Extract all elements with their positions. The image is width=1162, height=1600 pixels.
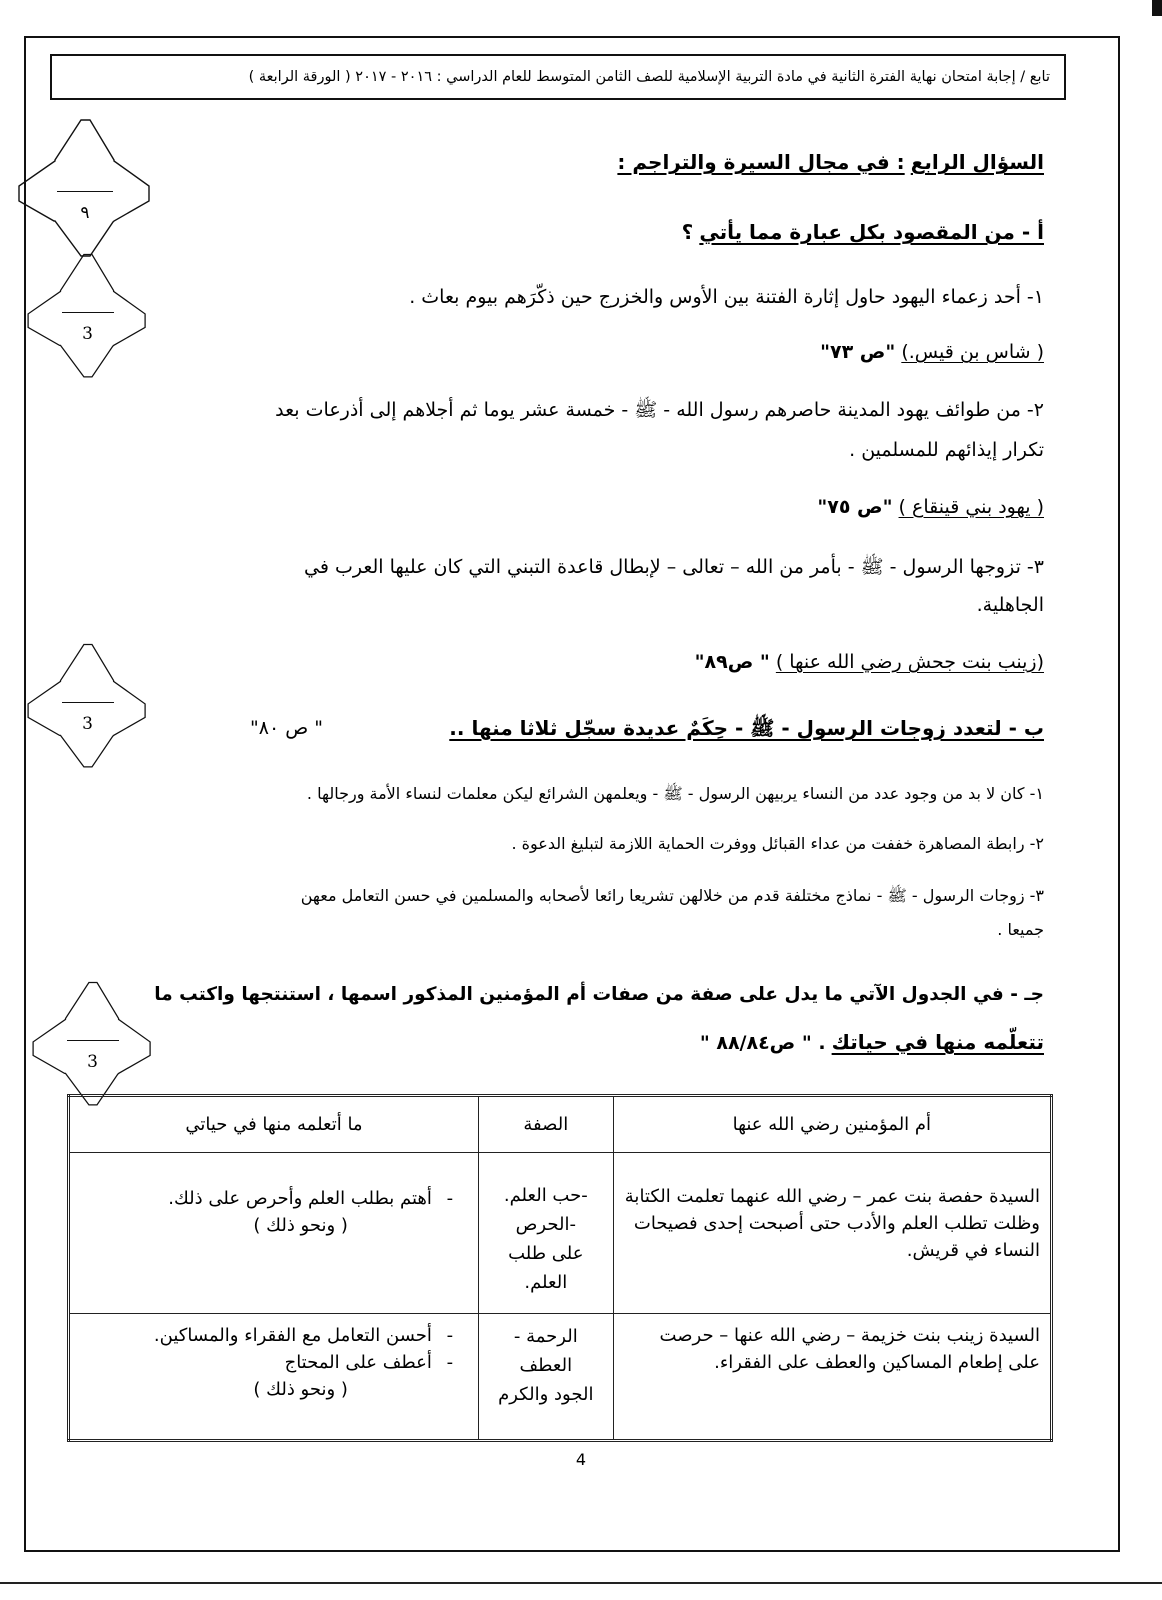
- eight-point-star-icon: [20, 250, 155, 385]
- score-star-part-c: [25, 978, 160, 1113]
- part-b-item-2: ٢- رابطة المصاهرة خففت من عداء القبائل ووفرت الحماية اللازمة لتبليغ الدعوة .: [511, 834, 1044, 853]
- trait-line: العطف: [519, 1355, 573, 1377]
- lesson-text: أهتم بطلب العلم وأحرص على ذلك.: [168, 1187, 432, 1209]
- part-a-heading: [682, 220, 1044, 245]
- score-star-part-a: [20, 250, 155, 385]
- lesson-text: أعطف على المحتاج: [284, 1352, 432, 1374]
- part-c-heading-line1: [154, 982, 1044, 1007]
- part-b-heading: [449, 716, 1044, 741]
- cell-traits: [478, 1152, 613, 1313]
- lesson-note: ( ونحو ذلك ): [253, 1214, 348, 1236]
- eight-point-star-icon: [20, 640, 155, 775]
- col-header-trait: الصفة: [478, 1096, 613, 1153]
- part-a-answer-3: [695, 650, 1044, 674]
- eight-point-star-icon: [10, 115, 160, 265]
- col-header-lesson: ما أتعلمه منها في حياتي: [69, 1096, 479, 1153]
- answer-text: ( يهود بني قينقاع ): [898, 496, 1044, 518]
- part-c-heading-line2: [700, 1030, 1044, 1055]
- cell-mother: السيدة زينب بنت خزيمة – رضي الله عنها – حرصت على إطعام المساكين والعطف على الفقراء.: [613, 1314, 1051, 1441]
- trait-line: الجود والكرم: [498, 1384, 594, 1406]
- header-text: تابع / إجابة امتحان نهاية الفترة الثانية في مادة التربية الإسلامية للصف الثامن المتوسط للعام الدراسي : ٢٠١٦ - ٢٠١٧ ( الورقة الرابعة ): [248, 69, 1050, 85]
- part-a-item-2-line1: ٢- من طوائف يهود المدينة حاصرهم رسول الله - ﷺ - خمسة عشر يوما ثم أجلاهم إلى أذرعات بعد: [275, 399, 1044, 421]
- part-b-ref: " ص ٨٠": [250, 717, 323, 739]
- question-title: [617, 150, 1044, 175]
- lesson-line: -أعطف على المحتاج: [284, 1352, 454, 1374]
- part-c-heading-text: جـ - في الجدول الآتي ما يدل على صفة من صفات أم المؤمنين المذكور اسمها ، استنتجها واكتب ما: [154, 984, 1044, 1005]
- page-number: 4: [575, 1450, 587, 1469]
- sifat-table: [67, 1094, 1053, 1442]
- part-b-item-3: ٣- زوجات الرسول - ﷺ - نماذج مختلفة قدم من خلالهن تشريعا رائعا لأصحابه والمسلمين في حسن التعامل معهن: [300, 886, 1044, 905]
- page-ref: "ص ٧٣": [820, 341, 896, 363]
- cell-lessons: [69, 1314, 479, 1441]
- corner-mark: [1152, 0, 1162, 16]
- score-total-value: ٩: [80, 203, 90, 223]
- page-ref: . " ص٨٨/٨٤ ": [699, 1032, 826, 1054]
- lesson-text: أحسن التعامل مع الفقراء والمساكين.: [153, 1325, 432, 1347]
- part-a-heading-text: أ - من المقصود بكل عبارة مما يأتي: [699, 220, 1044, 244]
- score-star-total: [10, 115, 160, 265]
- trait-line: العلم.: [524, 1271, 568, 1293]
- header-box: [50, 54, 1066, 100]
- part-a-item-2-line2: تكرار إيذائهم للمسلمين .: [849, 439, 1044, 461]
- trait-line: -حب العلم.: [503, 1184, 588, 1206]
- part-b-item-3-cont: جميعا .: [997, 920, 1044, 939]
- trait-line: الرحمة -: [513, 1326, 578, 1348]
- part-b-heading-text: ب - لتعدد زوجات الرسول - ﷺ - حِكَمٌ عديدة سجّل ثلاثا منها ..: [449, 716, 1044, 740]
- bottom-rule: [0, 1582, 1162, 1584]
- question-title-sub: : في مجال السيرة والتراجم :: [617, 150, 905, 174]
- answer-text: (زينب بنت جحش رضي الله عنها ): [775, 651, 1044, 673]
- part-a-item-3-line1: ٣- تزوجها الرسول - ﷺ - بأمر من الله – تعالى – لإبطال قاعدة التبني التي كان عليها العرب في: [303, 556, 1044, 578]
- cell-traits: [478, 1314, 613, 1441]
- score-star-part-b: [20, 640, 155, 775]
- trait-line: على طلب: [508, 1242, 584, 1264]
- part-b-item-1: ١- كان لا بد من وجود عدد من النساء يربيهن الرسول - ﷺ - ويعلمهن الشرائع ليكن معلمات لنساء الأمة ورجالها .: [306, 784, 1044, 803]
- part-a-answer-2: [817, 495, 1044, 519]
- score-bar: [62, 702, 114, 703]
- score-part-c-value: 3: [87, 1052, 98, 1072]
- part-a-heading-mark: ؟: [681, 220, 694, 244]
- score-bar: [62, 312, 114, 313]
- question-title-main: السؤال الرابع: [910, 150, 1044, 174]
- score-part-a-value: 3: [82, 324, 93, 344]
- lesson-line: -أحسن التعامل مع الفقراء والمساكين.: [153, 1325, 454, 1347]
- lesson-line: -أهتم بطلب العلم وأحرص على ذلك.: [168, 1187, 454, 1209]
- col-header-mother: أم المؤمنين رضي الله عنها: [613, 1096, 1051, 1153]
- part-c-heading-text-2: تتعلّمه منها في حياتك: [831, 1030, 1044, 1054]
- part-a-item-1: ١- أحد زعماء اليهود حاول إثارة الفتنة بين الأوس والخزرج حين ذكّرَهم بيوم بعاث .: [409, 286, 1044, 308]
- cell-lessons: [69, 1152, 479, 1313]
- trait-line: -الحرص: [515, 1213, 576, 1235]
- score-bar: [57, 191, 113, 192]
- answer-text: ( شاس بن قيس.): [901, 341, 1044, 363]
- table-row: [69, 1314, 1052, 1441]
- page-ref: "ص ٧٥": [817, 496, 893, 518]
- lesson-note: ( ونحو ذلك ): [253, 1379, 348, 1401]
- page-ref: " ص٨٩": [694, 651, 770, 673]
- eight-point-star-icon: [25, 978, 160, 1113]
- part-a-item-3-line2: الجاهلية.: [976, 594, 1044, 616]
- part-a-answer-1: [820, 340, 1044, 364]
- cell-mother: السيدة حفصة بنت عمر – رضي الله عنهما تعلمت الكتابة وظلت تطلب العلم والأدب حتى أصبحت إحدى فصيحات النساء في قريش.: [613, 1152, 1051, 1313]
- score-part-b-value: 3: [82, 714, 93, 734]
- table-row: [69, 1152, 1052, 1313]
- score-bar: [67, 1040, 119, 1041]
- table-header-row: [69, 1096, 1052, 1153]
